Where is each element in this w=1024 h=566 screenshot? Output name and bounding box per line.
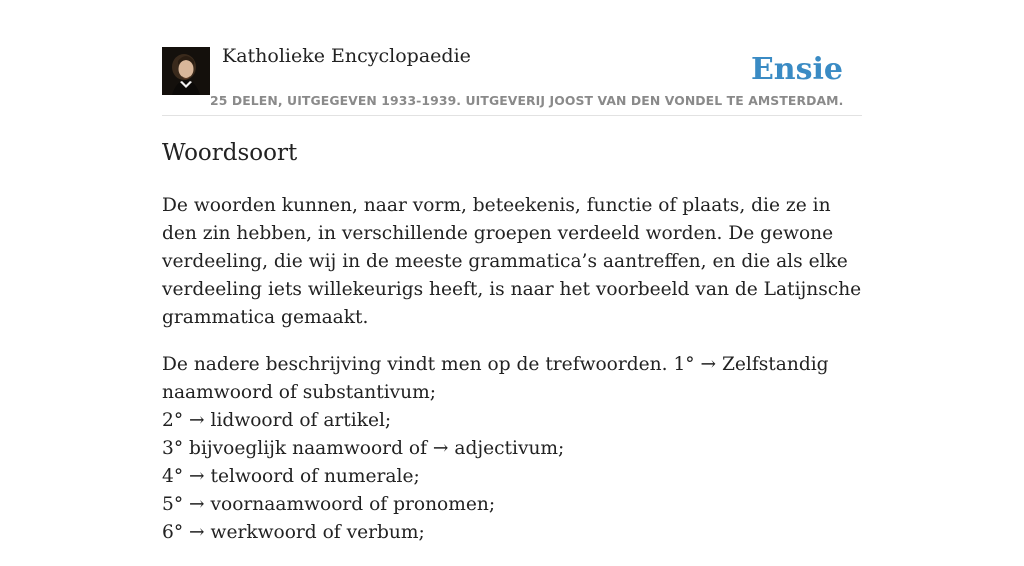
article-body xyxy=(162,192,864,566)
list-line: 2° → lidwoord of artikel; xyxy=(162,410,392,431)
list-line: 4° → telwoord of numerale; xyxy=(162,466,420,487)
list-line: De nadere beschrijving vindt men op de trefwoorden. 1° → Zelfstandig xyxy=(162,354,829,375)
source-title[interactable]: Katholieke Encyclopaedie xyxy=(222,45,471,67)
list-line: 6° → werkwoord of verbum; xyxy=(162,522,425,543)
list-line: naamwoord of substantivum; xyxy=(162,382,437,403)
brand-logo-link[interactable]: Ensie xyxy=(750,52,843,87)
source-meta: 25 DELEN, UITGEGEVEN 1933-1939. UITGEVERIJ JOOST VAN DEN VONDEL TE AMSTERDAM. xyxy=(210,93,844,108)
paragraph-intro: De woorden kunnen, naar vorm, beteekenis, functie of plaats, die ze in den zin hebben, in verschillende groepen verdeeld worden. De gewone verdeeling, die wij in de meeste grammatica’s aantreffen, en die als elke verdeeling iets willekeurigs heeft, is naar het voorbeeld van de Latijnsche grammatica gemaakt. xyxy=(162,195,862,328)
list-line: 5° → voornaamwoord of pronomen; xyxy=(162,494,496,515)
article-title: Woordsoort xyxy=(162,140,298,166)
list-line: 3° bijvoeglijk naamwoord of → adjectivum; xyxy=(162,438,565,459)
source-header xyxy=(162,0,862,116)
portrait-avatar-icon[interactable] xyxy=(162,47,210,95)
paragraph-list xyxy=(162,351,864,547)
content-column xyxy=(162,0,862,543)
